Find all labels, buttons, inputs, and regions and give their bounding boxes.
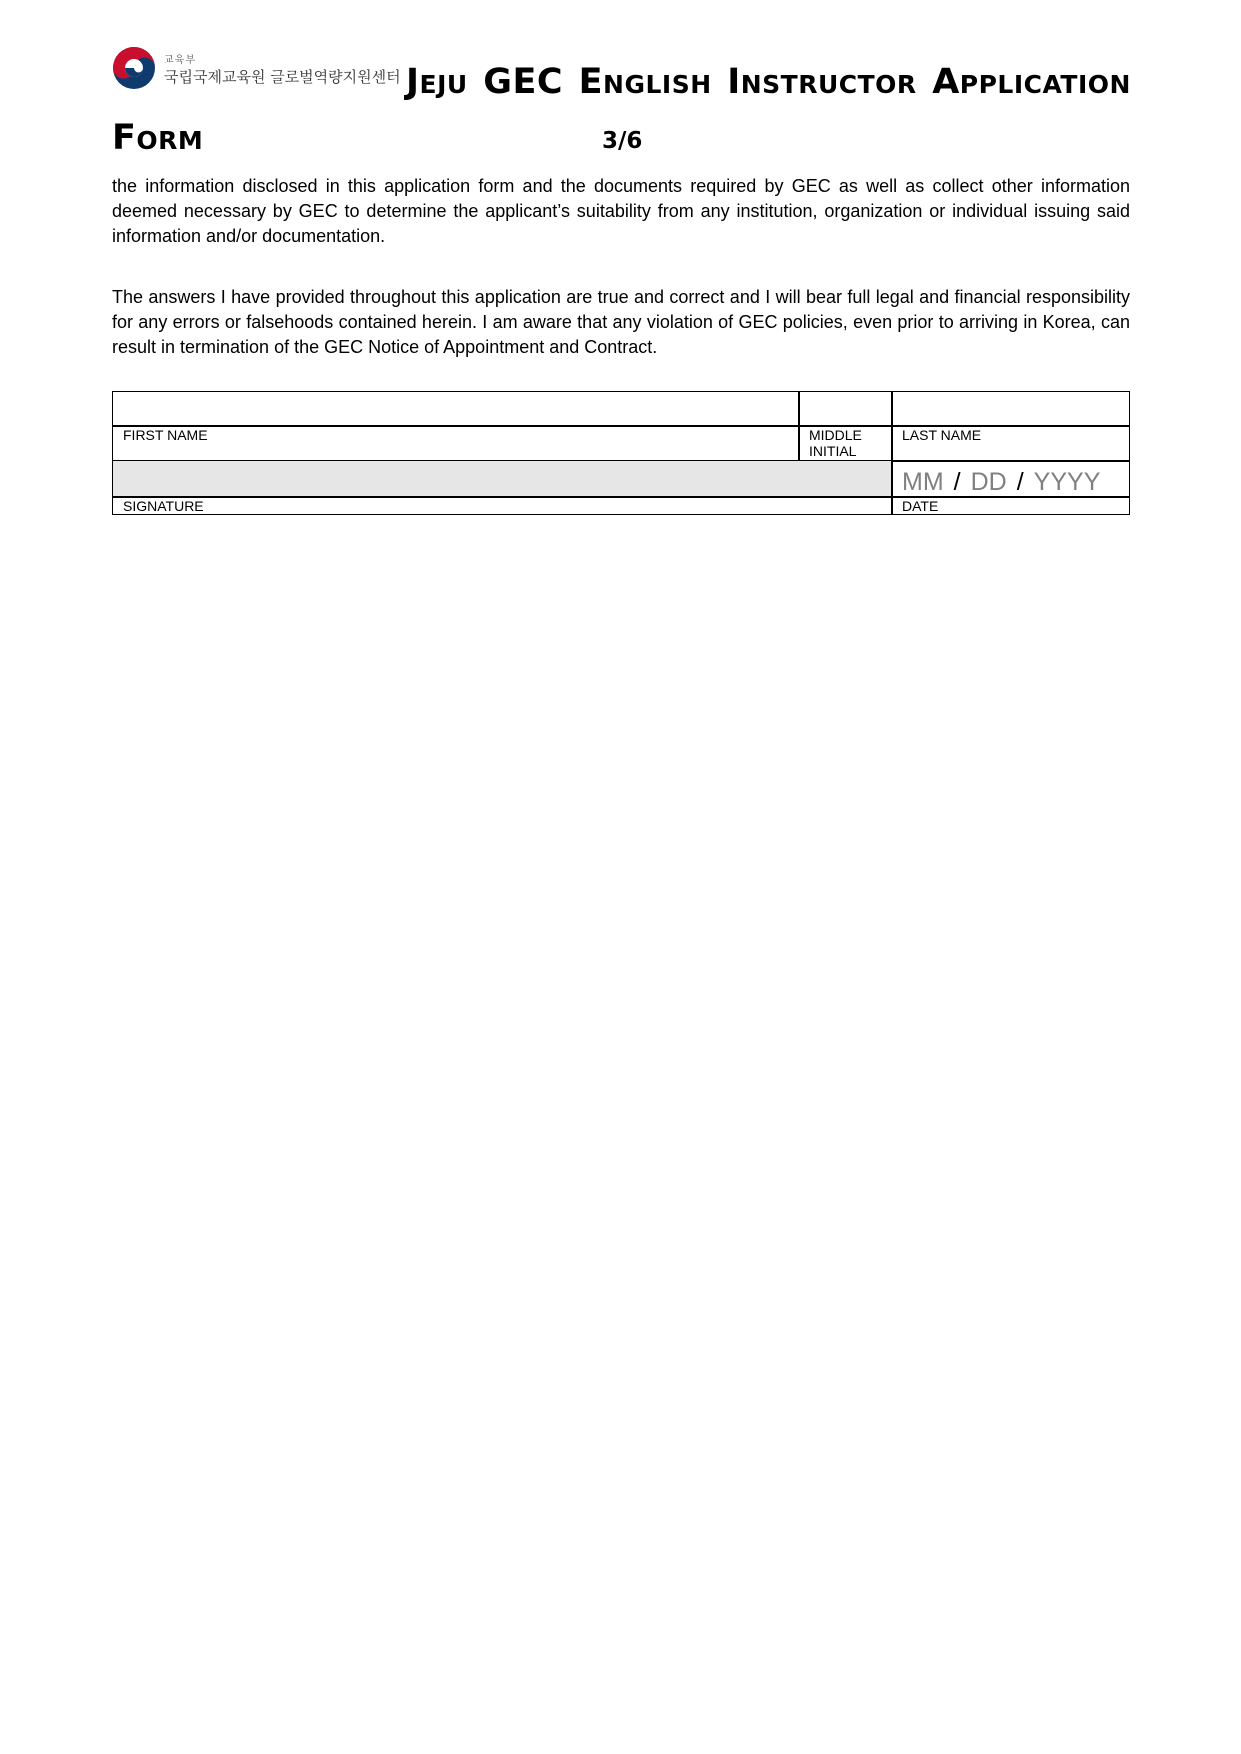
signature-field[interactable]	[112, 460, 893, 498]
first-name-field[interactable]	[112, 391, 800, 427]
last-name-label: LAST NAME	[891, 425, 1130, 462]
middle-initial-field[interactable]	[798, 391, 893, 427]
date-field[interactable]	[891, 460, 1130, 498]
title-word: GEC	[483, 62, 564, 102]
ministry-logo-icon	[112, 46, 156, 90]
last-name-field[interactable]	[891, 391, 1130, 427]
date-day-placeholder: DD	[970, 468, 1007, 496]
date-year-placeholder: YYYY	[1033, 468, 1101, 496]
title-word: Jeju	[406, 62, 468, 102]
ministry-name: 교육부	[164, 55, 196, 66]
middle-initial-label	[798, 425, 893, 462]
page-title-continued: Form	[112, 118, 204, 158]
page-title	[406, 62, 1131, 102]
signature-label: SIGNATURE	[112, 496, 893, 515]
date-separator: /	[953, 468, 961, 496]
organization-name: 국립국제교육원 글로벌역량지원센터	[164, 68, 401, 86]
middle-initial-label-line: INITIAL	[809, 443, 857, 459]
page-number: 3/6	[602, 128, 643, 154]
declaration-paragraph: The answers I have provided throughout this application are true and correct and I will bear full legal and financial responsibility for any errors or falsehoods contained herein. I am aware that any violation of GEC policies, even prior to arriving in Korea, can result in termination of the GEC Notice of Appointment and Contract.	[112, 287, 1130, 357]
date-separator: /	[1016, 468, 1024, 496]
middle-initial-label-line: MIDDLE	[809, 427, 862, 443]
title-word: English	[578, 62, 712, 102]
consent-paragraph: the information disclosed in this application form and the documents required by GEC as well as collect other information deemed necessary by GEC to determine the applicant’s suitability from any institution, organization or individual issuing said information and/or documentation.	[112, 176, 1130, 246]
first-name-label: FIRST NAME	[112, 425, 800, 462]
date-label: DATE	[891, 496, 1130, 515]
date-month-placeholder: MM	[902, 468, 944, 496]
title-word: Instructor	[727, 62, 917, 102]
title-word: Application	[932, 62, 1131, 102]
